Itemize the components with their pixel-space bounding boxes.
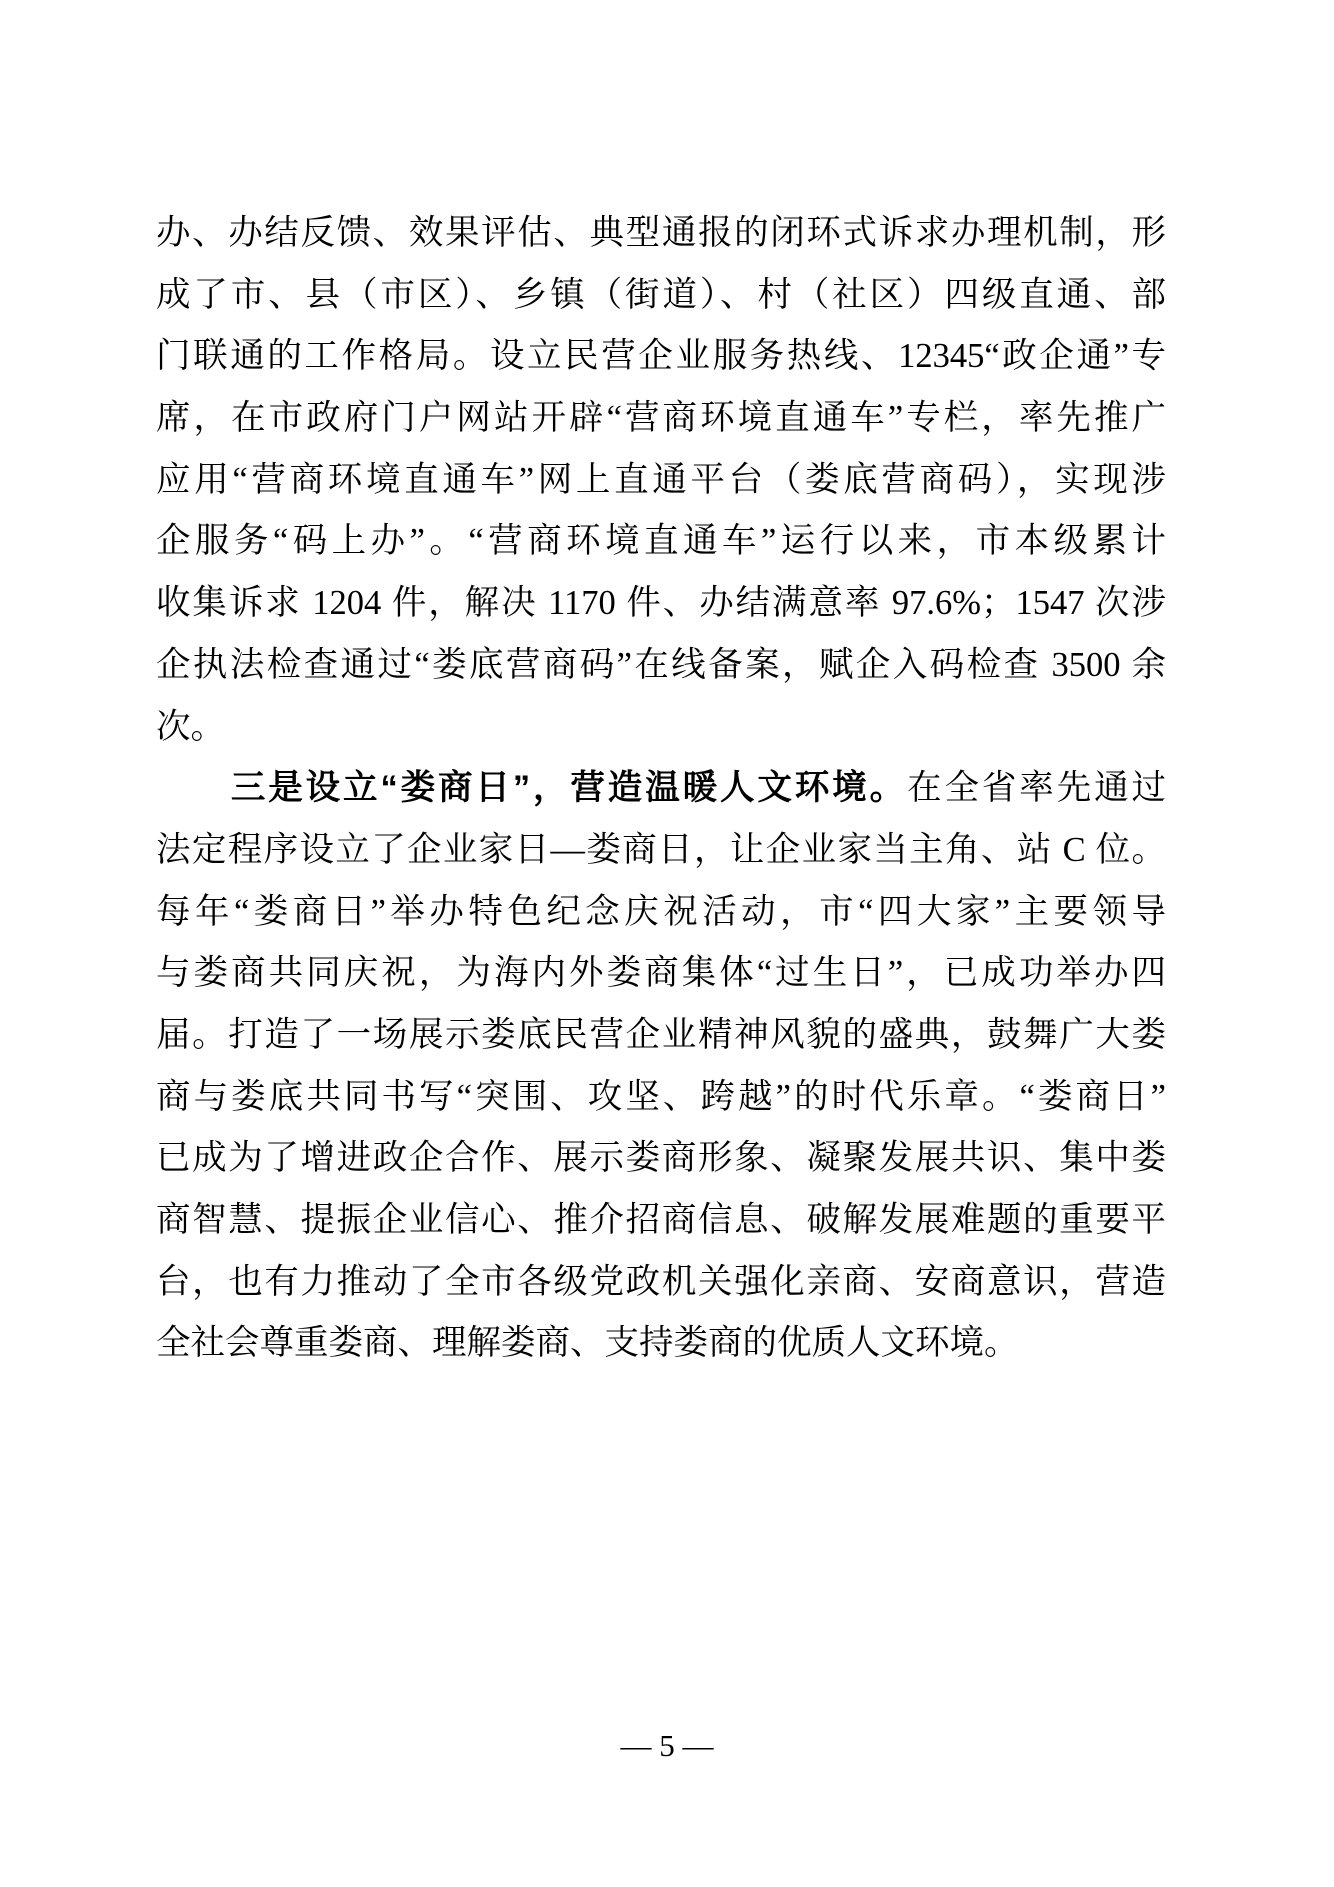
text-line: 法定程序设立了企业家日—娄商日，让企业家当主角、站 C 位。 bbox=[156, 830, 1166, 869]
text-line: 门联通的工作格局。设立民营企业服务热线、12345“政企通”专 bbox=[156, 337, 1166, 376]
document-body bbox=[156, 203, 1166, 1375]
section-lead-line bbox=[156, 758, 1166, 820]
text-line: 企服务“码上办”。“营商环境直通车”运行以来，市本级累计 bbox=[156, 522, 1166, 561]
text-line: 应用“营商环境直通车”网上直通平台（娄底营商码），实现涉 bbox=[156, 460, 1166, 499]
text-line: 全社会尊重娄商、理解娄商、支持娄商的优质人文环境。 bbox=[156, 1324, 1019, 1363]
text-line: 收集诉求 1204 件，解决 1170 件、办结满意率 97.6%；1547 次涉 bbox=[156, 584, 1166, 623]
text-line: 成了市、县（市区）、乡镇（街道）、村（社区）四级直通、部 bbox=[156, 275, 1166, 314]
text-line: 次。 bbox=[156, 707, 225, 746]
text-line: 每年“娄商日”举办特色纪念庆祝活动，市“四大家”主要领导 bbox=[156, 892, 1166, 931]
page-number: — 5 — bbox=[620, 1728, 714, 1763]
text-line: 商与娄底共同书写“突围、攻坚、跨越”的时代乐章。“娄商日” bbox=[156, 1077, 1166, 1116]
text-line: 已成为了增进政企合作、展示娄商形象、凝聚发展共识、集中娄 bbox=[156, 1139, 1166, 1178]
text-line: 届。打造了一场展示娄底民营企业精神风貌的盛典，鼓舞广大娄 bbox=[156, 1015, 1166, 1054]
paragraph-indent bbox=[156, 769, 231, 807]
text-line: 席，在市政府门户网站开辟“营商环境直通车”专栏，率先推广 bbox=[156, 399, 1166, 438]
section-lead-bold: 三是设立“娄商日”，营造温暖人文环境。 bbox=[230, 769, 908, 808]
text-line: 与娄商共同庆祝，为海内外娄商集体“过生日”，已成功举办四 bbox=[156, 954, 1166, 993]
text-line: 商智慧、提振企业信心、推介招商信息、破解发展难题的重要平 bbox=[156, 1201, 1166, 1239]
text-line: 办、办结反馈、效果评估、典型通报的闭环式诉求办理机制，形 bbox=[156, 214, 1166, 252]
section-lead-rest: 在全省率先通过 bbox=[907, 769, 1167, 808]
text-line: 企执法检查通过“娄底营商码”在线备案，赋企入码检查 3500 余 bbox=[156, 645, 1166, 684]
text-line: 台，也有力推动了全市各级党政机关强化亲商、安商意识，营造 bbox=[156, 1262, 1166, 1301]
